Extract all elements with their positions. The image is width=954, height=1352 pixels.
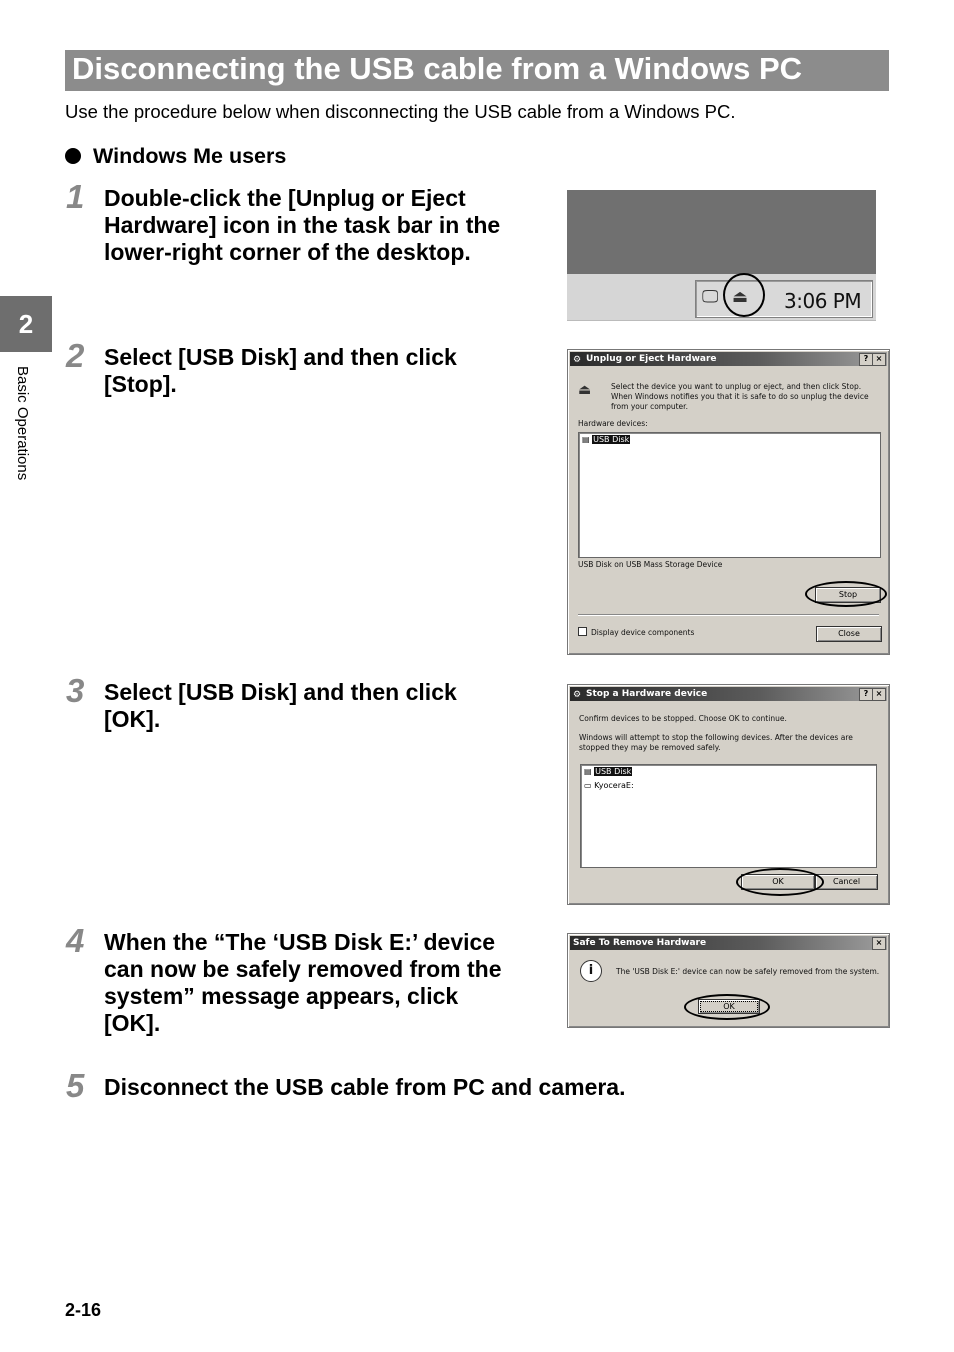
usb-drive-icon: ▤ [582, 435, 590, 444]
hardware-icon: ⚙ [573, 690, 582, 700]
step-number: 4 [66, 922, 85, 959]
page-title: Disconnecting the USB cable from a Windows PC [72, 51, 803, 86]
taskbar-screenshot [567, 190, 876, 321]
info-text: Windows will attempt to stop the following devices. After the devices are stopped they may be removed safely. [579, 733, 853, 752]
step-1-text: Double-click the [Unplug or Eject Hardware] icon in the task bar in the lower-right corner of the desktop. [104, 185, 501, 265]
step-number: 3 [66, 672, 85, 709]
close-icon[interactable]: × [872, 688, 886, 701]
eject-hardware-icon[interactable]: ⏏ [732, 287, 749, 306]
info-icon: i [580, 960, 602, 982]
step-2-text: Select [USB Disk] and then click [Stop]. [104, 344, 457, 397]
eject-hardware-icon: ⏏ [578, 382, 592, 398]
close-button[interactable]: Close [816, 626, 882, 642]
drive-icon: ▭ [584, 781, 592, 790]
bullet-icon [65, 148, 81, 164]
step-number: 5 [66, 1067, 85, 1104]
dialog-title-bar: ⚙ Stop a Hardware device [570, 687, 887, 701]
confirm-text: Confirm devices to be stopped. Choose OK to continue. [579, 714, 787, 723]
page-number: 2-16 [65, 1300, 102, 1320]
step-5-text: Disconnect the USB cable from PC and camera. [104, 1074, 626, 1100]
close-icon[interactable]: × [872, 353, 886, 366]
chapter-label: Basic Operations [14, 366, 31, 481]
monitor-icon: 🖵 [702, 287, 719, 306]
checkbox[interactable] [578, 627, 587, 636]
close-icon[interactable]: × [872, 937, 886, 950]
list-item[interactable]: ▤ USB Disk [584, 767, 632, 776]
hardware-icon: ⚙ [573, 355, 582, 365]
system-tray [695, 280, 873, 318]
tray-clock: 3:06 PM [784, 289, 862, 313]
dialog-instructions: Select the device you want to unplug or eject, and then click Stop. When Windows notifies you that it is safe to do so unplug the device from your computer. [611, 382, 869, 411]
dialog-title-bar: Safe To Remove Hardware [570, 936, 887, 950]
list-label: Hardware devices: [578, 419, 648, 428]
intro-text: Use the procedure below when disconnecting the USB cable from a Windows PC. [65, 101, 736, 122]
chapter-tab: 2 [0, 296, 52, 352]
divider [578, 614, 879, 616]
help-button[interactable]: ? [859, 688, 873, 701]
unplug-dialog [567, 349, 890, 655]
ok-button[interactable]: OK [698, 999, 760, 1014]
list-item[interactable]: ▭ KyoceraE: [584, 781, 634, 790]
device-list[interactable] [580, 764, 877, 868]
ok-button[interactable]: OK [741, 874, 815, 890]
stop-button[interactable]: Stop [815, 587, 881, 603]
dialog-title-bar: ⚙ Unplug or Eject Hardware [570, 352, 887, 366]
step-number: 2 [66, 337, 85, 374]
device-description: USB Disk on USB Mass Storage Device [578, 560, 723, 569]
step-4-text: When the “The ‘USB Disk E:’ device can now be safely removed from the system” message appears, click [OK]. [104, 929, 502, 1036]
step-3-text: Select [USB Disk] and then click [OK]. [104, 679, 457, 732]
desktop-area [567, 190, 876, 274]
usb-drive-icon: ▤ [584, 767, 592, 776]
stop-device-dialog [567, 684, 890, 905]
cancel-button[interactable]: Cancel [815, 874, 878, 890]
list-item[interactable]: ▤ USB Disk [582, 435, 630, 444]
help-button[interactable]: ? [859, 353, 873, 366]
hardware-device-list[interactable] [578, 432, 881, 558]
safe-remove-dialog [567, 933, 890, 1028]
section-heading: Windows Me users [65, 143, 286, 169]
safe-remove-message: The 'USB Disk E:' device can now be safely removed from the system. [616, 967, 880, 976]
step-number: 1 [66, 178, 85, 215]
display-components-option[interactable]: Display device components [578, 627, 694, 638]
